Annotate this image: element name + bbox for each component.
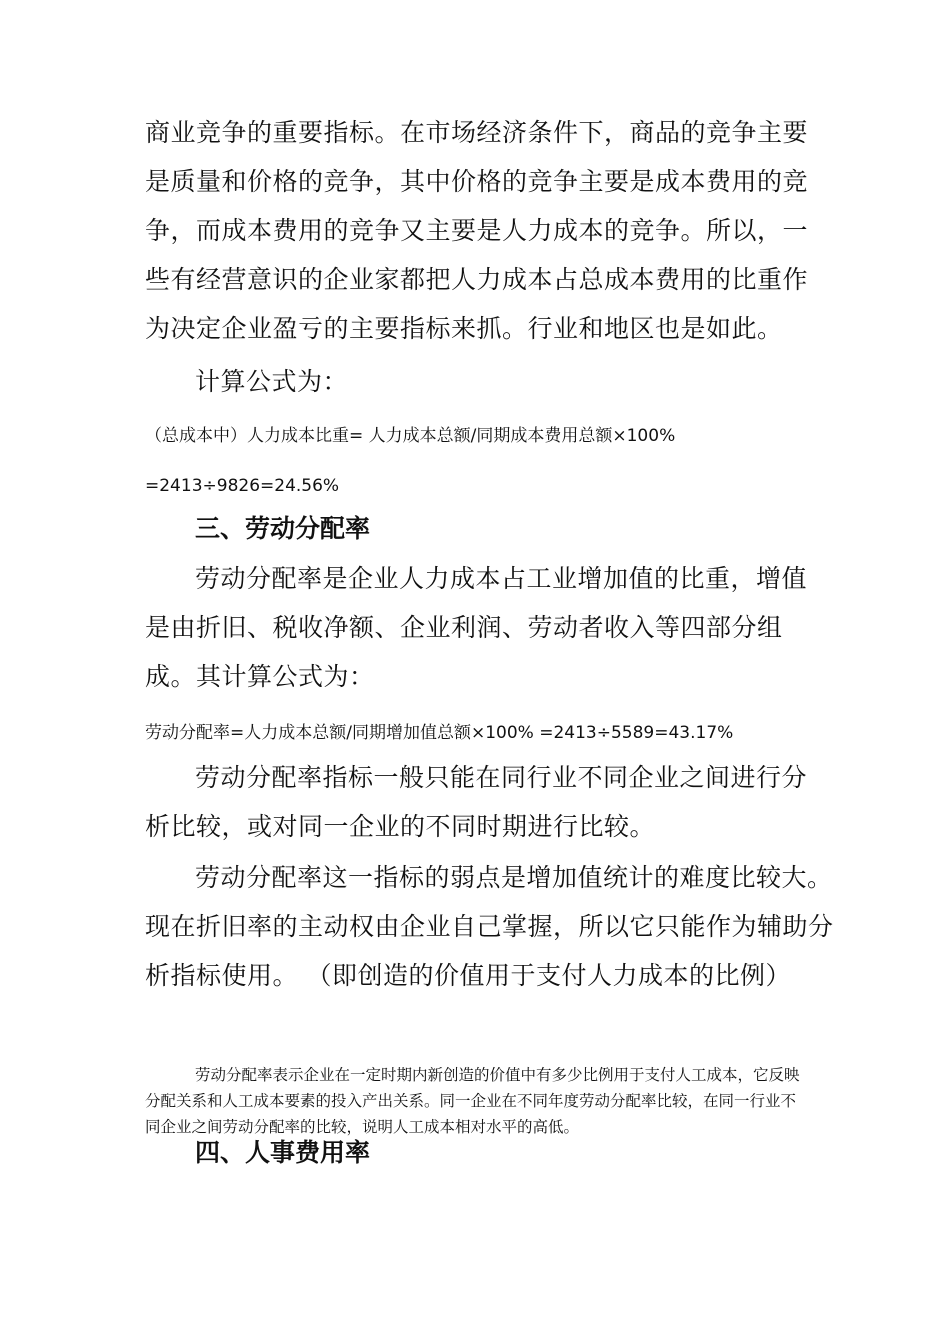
- note-paragraph: 劳动分配率表示企业在一定时期内新创造的价值中有多少比例用于支付人工成本，它反映分配关系和人工成本要素的投入产出关系。同一企业在不同年度劳动分配率比较，在同一行业不同企业之间劳动分配率的比较，说明人工成本相对水平的高低。: [145, 1066, 800, 1136]
- section-heading-3: 三、劳动分配率: [195, 514, 371, 543]
- paragraph-formula-intro: 计算公式为：: [195, 367, 349, 396]
- formula-distribution-rate: 劳动分配率=人力成本总额/同期增加值总额×100% =2413÷5589=43.17%: [145, 723, 734, 743]
- formula-labor-cost-result: =2413÷9826=24.56%: [145, 476, 340, 496]
- paragraph-competition: 商业竞争的重要指标。在市场经济条件下，商品的竞争主要是质量和价格的竞争，其中价格的竞争主要是成本费用的竞争，而成本费用的竞争又主要是人力成本的竞争。所以，一些有经营意识的企业家都把人力成本占总成本费用的比重作为决定企业盈亏的主要指标来抓。行业和地区也是如此。: [145, 118, 809, 343]
- paragraph-weakness: 劳动分配率这一指标的弱点是增加值统计的难度比较大。现在折旧率的主动权由企业自己掌握，所以它只能作为辅助分析指标使用。 （即创造的价值用于支付人力成本的比例）: [145, 863, 834, 990]
- formula-labor-cost-ratio: （总成本中）人力成本比重= 人力成本总额/同期成本费用总额×100%: [145, 426, 676, 446]
- section-heading-4: 四、人事费用率: [195, 1138, 371, 1167]
- paragraph-comparison: 劳动分配率指标一般只能在同行业不同企业之间进行分析比较，或对同一企业的不同时期进行比较。: [145, 763, 808, 841]
- paragraph-distribution-rate: 劳动分配率是企业人力成本占工业增加值的比重，增值是由折旧、税收净额、企业利润、劳动者收入等四部分组成。其计算公式为：: [145, 564, 808, 691]
